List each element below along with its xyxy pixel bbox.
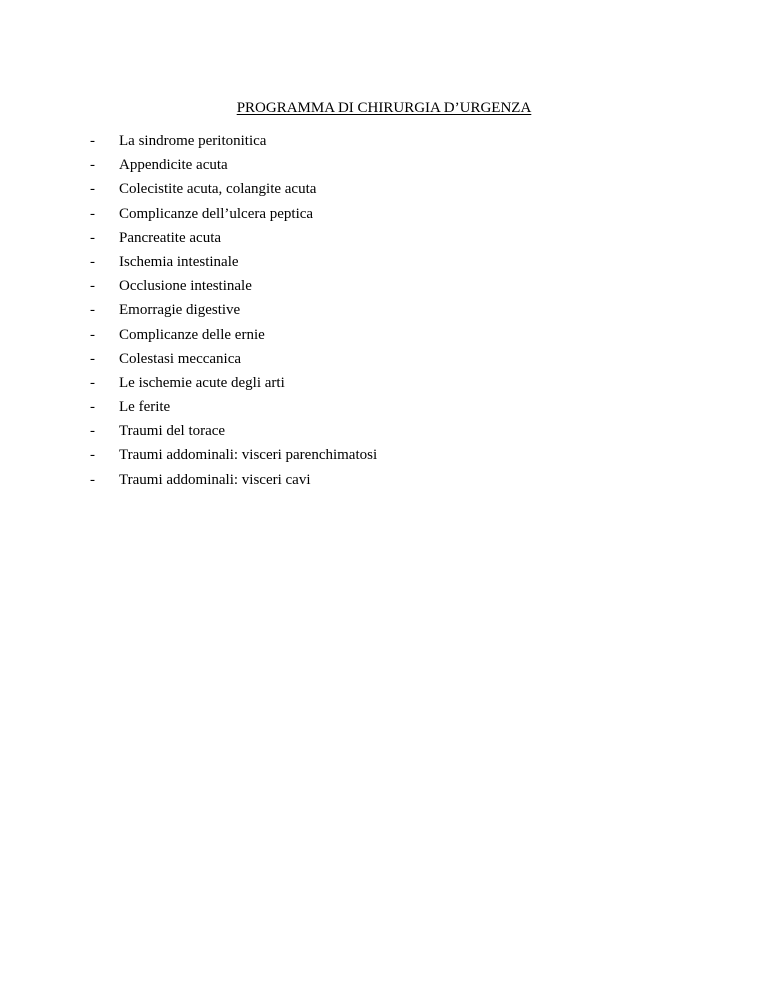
list-bullet: - — [90, 447, 95, 464]
list-item-label: Colecistite acuta, colangite acuta — [119, 181, 317, 198]
list-item — [90, 180, 377, 204]
list-item-label: Traumi addominali: visceri cavi — [119, 471, 311, 488]
list-bullet: - — [90, 302, 95, 319]
list-item — [90, 350, 377, 374]
list-bullet: - — [90, 326, 95, 343]
list-item — [90, 301, 377, 325]
list-item-label: Traumi addominali: visceri parenchimatosi — [119, 447, 378, 464]
list-item — [90, 253, 377, 277]
list-item-label: Pancreatite acuta — [119, 229, 222, 246]
list-item-label: Complicanze delle ernie — [119, 326, 265, 343]
list-bullet: - — [90, 399, 95, 416]
document-title: PROGRAMMA DI CHIRURGIA D’URGENZA — [236, 100, 532, 116]
list-bullet: - — [90, 229, 95, 246]
topic-list — [90, 132, 377, 495]
list-bullet: - — [90, 350, 95, 367]
list-bullet: - — [90, 205, 95, 222]
list-bullet: - — [90, 181, 95, 198]
list-item — [90, 132, 377, 156]
list-item-label: Colestasi meccanica — [119, 350, 242, 367]
list-item — [90, 422, 377, 446]
list-item-label: Le ferite — [119, 399, 171, 416]
list-item-label: Occlusione intestinale — [119, 278, 252, 295]
list-item — [90, 446, 377, 470]
list-bullet: - — [90, 471, 95, 488]
list-item-label: Appendicite acuta — [119, 157, 228, 174]
list-item — [90, 205, 377, 229]
list-item-label: Ischemia intestinale — [119, 253, 239, 270]
list-item — [90, 277, 377, 301]
list-item — [90, 229, 377, 253]
list-bullet: - — [90, 374, 95, 391]
list-item — [90, 471, 377, 495]
list-item — [90, 398, 377, 422]
list-item-label: Le ischemie acute degli arti — [119, 374, 285, 391]
list-item-label: La sindrome peritonitica — [119, 133, 267, 149]
list-bullet: - — [90, 278, 95, 295]
list-item-label: Emorragie digestive — [119, 302, 241, 319]
list-item — [90, 374, 377, 398]
list-bullet: - — [90, 157, 95, 174]
list-item-label: Traumi del torace — [119, 423, 226, 440]
list-bullet: - — [90, 253, 95, 270]
list-item-label: Complicanze dell’ulcera peptica — [119, 205, 314, 222]
list-bullet: - — [90, 423, 95, 440]
list-item — [90, 156, 377, 180]
list-bullet: - — [90, 133, 95, 149]
list-item — [90, 326, 377, 350]
